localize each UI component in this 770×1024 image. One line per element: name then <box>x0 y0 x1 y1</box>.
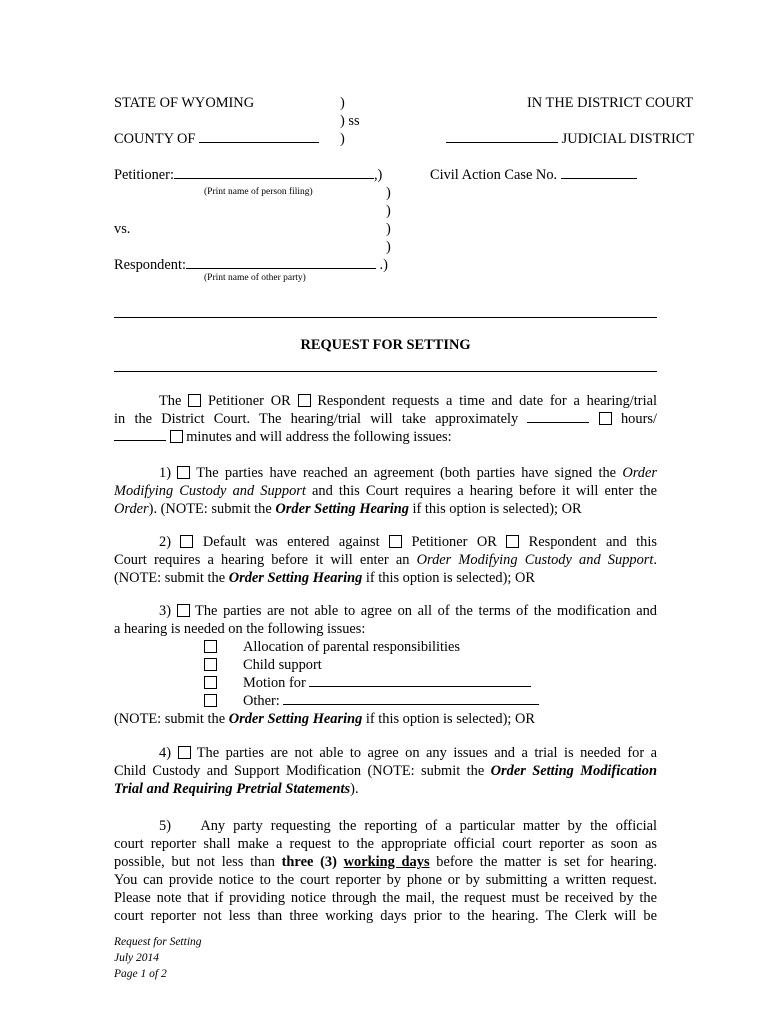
option-5-text: court reporter shall make a request to the appropriate official court reporter as soon as <box>114 836 657 852</box>
option-1-text: and this Court requires a hearing before it will enter the <box>312 483 658 499</box>
footer-page-number: Page 1 of 2 <box>114 968 167 980</box>
title-rule-top <box>114 317 657 318</box>
option-5-working-days: working days <box>343 854 430 870</box>
issue-other-blank[interactable] <box>283 692 539 705</box>
option-2-period: . <box>653 552 657 568</box>
district-line <box>446 130 694 148</box>
intro-respondent-requests: Respondent requests a time and date for a hearing/trial <box>317 393 657 409</box>
option-5-text: You can provide notice to the court reporter by phone or by submitting a written request. <box>114 872 657 888</box>
option-1-note-end: if this option is selected); OR <box>412 501 582 517</box>
county-label: COUNTY OF <box>114 131 196 147</box>
hours-label: hours/ <box>620 411 657 427</box>
court-label: IN THE DISTRICT COURT <box>527 95 694 111</box>
ss-label: ss <box>348 113 360 129</box>
caption-paren: ) <box>386 185 391 201</box>
issue-child-support-checkbox[interactable] <box>204 658 217 671</box>
caption-paren: ) <box>386 203 391 219</box>
issue-other-checkbox[interactable] <box>204 694 217 707</box>
footer-date: July 2014 <box>114 952 160 964</box>
option-3-checkbox[interactable] <box>177 604 190 617</box>
option-4-form-ref: Trial and Requiring Pretrial Statements <box>114 781 351 797</box>
option-5-text: possible, but not less than <box>114 854 275 870</box>
option-4-text: Child Custody and Support Modification (NOTE: submit the <box>114 763 485 779</box>
caption-paren-ss: ) ss <box>340 113 360 129</box>
option-2 <box>114 533 657 587</box>
title-rule-bottom <box>114 371 657 372</box>
option-5-three-days: three (3) <box>281 854 337 870</box>
respondent-label: Respondent: <box>114 257 186 273</box>
duration-hours-blank[interactable] <box>527 410 589 423</box>
option-4-text: The parties are not able to agree on any issues and a trial is needed for a <box>196 745 657 761</box>
option-1-number: 1) <box>159 465 171 481</box>
intro-petitioner-checkbox[interactable] <box>188 394 201 407</box>
option-2-respondent-label: Respondent and this <box>528 534 657 550</box>
option-1-checkbox[interactable] <box>177 466 190 479</box>
option-4-end: ). <box>350 781 359 797</box>
caption-paren: ) <box>386 221 391 237</box>
caption-paren: ) <box>340 95 345 111</box>
petitioner-name-blank[interactable] <box>174 166 374 179</box>
option-2-petitioner-label: Petitioner OR <box>411 534 497 550</box>
petitioner-label: Petitioner: <box>114 167 174 183</box>
respondent-name-blank[interactable] <box>186 256 376 269</box>
option-2-text: Default was entered against <box>202 534 380 550</box>
case-no-label: Civil Action Case No. <box>430 167 558 183</box>
option-2-order-title: Order Modifying Custody and Support <box>416 552 654 568</box>
district-blank[interactable] <box>446 130 558 143</box>
minutes-checkbox[interactable] <box>170 430 183 443</box>
option-5-number: 5) <box>159 818 171 834</box>
intro-line2: in the District Court. The hearing/trial will take approximately <box>114 411 519 427</box>
option-2-number: 2) <box>159 534 171 550</box>
state-label: STATE OF WYOMING <box>114 95 255 111</box>
option-5-text: court reporter not less than three working days prior to the hearing. The Clerk will be <box>114 908 657 924</box>
issue-motion-label: Motion for <box>243 675 306 691</box>
option-1-order-ref: Order <box>114 501 149 517</box>
option-5-text: before the matter is set for hearing. <box>436 854 657 870</box>
option-1-form-ref: Order Setting Hearing <box>275 501 409 517</box>
respondent-hint: (Print name of other party) <box>204 273 306 283</box>
option-4-form-ref: Order Setting Modification <box>490 763 657 779</box>
option-3-note: (NOTE: submit the <box>114 711 226 727</box>
option-1-text: The parties have reached an agreement (both parties have signed the <box>196 465 617 481</box>
option-4-number: 4) <box>159 745 171 761</box>
issue-allocation-checkbox[interactable] <box>204 640 217 653</box>
option-2-text: Court requires a hearing before it will enter an <box>114 552 410 568</box>
option-1-order-ref: Order <box>622 465 657 481</box>
footer-form-name: Request for Setting <box>114 936 202 948</box>
hours-checkbox[interactable] <box>599 412 612 425</box>
intro-respondent-checkbox[interactable] <box>298 394 311 407</box>
page-footer <box>114 934 202 982</box>
option-2-form-ref: Order Setting Hearing <box>228 570 363 586</box>
option-2-note-end: if this option is selected); OR <box>365 570 535 586</box>
duration-minutes-blank[interactable] <box>114 428 166 441</box>
option-5-text: Please note that if providing notice through the mail, the request must be received by the <box>114 890 657 906</box>
issue-child-support-label: Child support <box>243 657 322 673</box>
caption-paren: ) <box>340 131 345 147</box>
case-no-blank[interactable] <box>561 166 637 179</box>
intro-petitioner-or: Petitioner OR <box>207 393 291 409</box>
caption-paren: ) <box>386 239 391 255</box>
county-line <box>114 130 319 148</box>
option-1-order-title: Modifying Custody and Support <box>114 483 306 499</box>
option-3-number: 3) <box>159 603 171 619</box>
option-3-text: a hearing is needed on the following issues: <box>114 621 366 637</box>
option-1 <box>114 464 657 518</box>
option-3 <box>114 602 657 728</box>
page-title: REQUEST FOR SETTING <box>300 337 471 353</box>
case-no-line <box>430 166 637 184</box>
issue-motion-checkbox[interactable] <box>204 676 217 689</box>
intro-paragraph <box>114 392 657 446</box>
petitioner-hint: (Print name of person filing) <box>204 187 313 197</box>
issue-allocation-label: Allocation of parental responsibilities <box>243 639 461 655</box>
option-2-note: (NOTE: submit the <box>114 570 226 586</box>
option-2-checkbox[interactable] <box>180 535 193 548</box>
option-5-text: Any party requesting the reporting of a particular matter by the official <box>200 818 657 834</box>
issue-other-label: Other: <box>243 693 280 709</box>
option-1-note: ). (NOTE: submit the <box>148 501 272 517</box>
county-blank[interactable] <box>199 130 319 143</box>
respondent-line: Respondent: .) <box>114 257 388 273</box>
option-4-checkbox[interactable] <box>178 746 191 759</box>
intro-the: The <box>159 393 182 409</box>
option-3-form-ref: Order Setting Hearing <box>228 711 363 727</box>
vs-label: vs. <box>114 221 131 237</box>
minutes-label: minutes and will address the following issues: <box>186 429 452 445</box>
option-5 <box>114 817 657 925</box>
option-4 <box>114 744 657 798</box>
issue-motion-blank[interactable] <box>309 674 531 687</box>
option-2-respondent-checkbox[interactable] <box>506 535 519 548</box>
option-2-petitioner-checkbox[interactable] <box>389 535 402 548</box>
petitioner-line: Petitioner: ,) <box>114 167 383 183</box>
option-3-text: The parties are not able to agree on all of the terms of the modification and <box>195 603 657 619</box>
option-3-note-end: if this option is selected); OR <box>365 711 535 727</box>
judicial-district-label: JUDICIAL DISTRICT <box>561 131 695 147</box>
